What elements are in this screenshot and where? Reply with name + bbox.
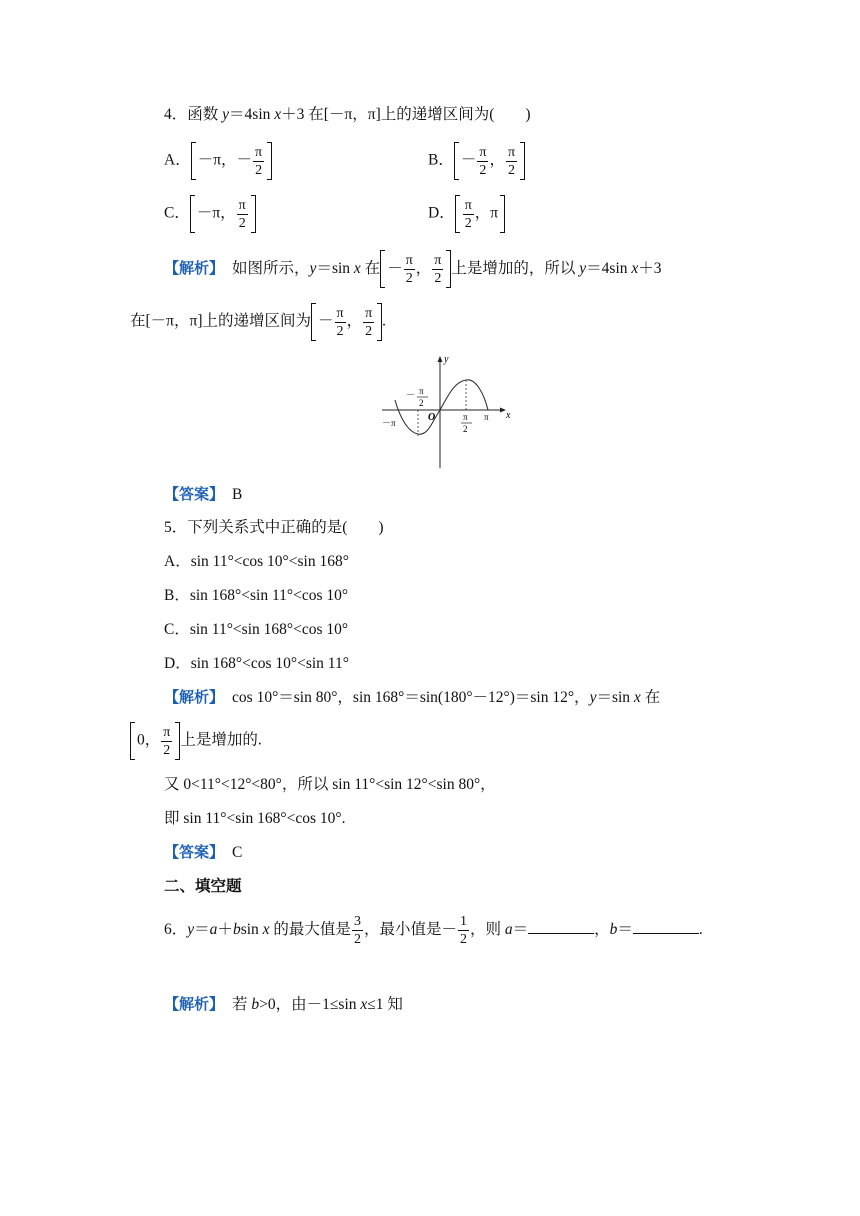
option-text: －π，: [196, 204, 236, 222]
var-y: y: [187, 921, 195, 938]
denominator: 2: [238, 215, 246, 231]
option-text: ，π: [474, 204, 499, 222]
analysis-text: 在[－π，π]上的递增区间为: [130, 312, 311, 330]
var-x: x: [633, 689, 641, 706]
q5-option-d: D．sin 168°<cos 10°<sin 11°: [164, 655, 349, 672]
denominator: 2: [459, 931, 467, 947]
question-number: 4．: [164, 106, 188, 123]
answer-blank-b[interactable]: [633, 919, 699, 934]
stem-text: ＋3 在[－π，π]上的递增区间为( ): [281, 106, 531, 123]
question-5-stem: [164, 518, 384, 538]
answer-tag: 【答案】: [164, 485, 217, 503]
stem-text: ＝: [512, 921, 529, 938]
numerator: π: [336, 305, 344, 321]
fraction: [432, 252, 443, 287]
neg-pi-label: －π: [382, 418, 396, 428]
numerator: π: [365, 305, 373, 321]
analysis-text: ＝4sin: [586, 260, 632, 277]
numerator: π: [434, 252, 442, 268]
var-x: x: [360, 996, 368, 1013]
analysis-tag: 【解析】: [164, 688, 217, 706]
var-y: y: [589, 689, 597, 706]
bracket-right: [267, 142, 272, 180]
var-y: y: [309, 260, 317, 277]
answer-5: [164, 842, 242, 863]
analysis-text: 0，: [137, 731, 161, 749]
stem-text: sin: [240, 921, 263, 938]
var-x: x: [274, 106, 282, 123]
analysis-5-line-1: [164, 687, 660, 708]
fraction: [161, 724, 172, 759]
bracket-left: [380, 250, 385, 288]
analysis-text: ＝sin: [596, 689, 634, 706]
analysis-text: 若: [232, 996, 252, 1013]
numerator: π: [238, 197, 246, 213]
option-label: A．: [164, 151, 191, 169]
answer-4: [164, 484, 242, 505]
stem-text: ，: [594, 921, 610, 938]
x-axis-label: x: [506, 410, 511, 421]
y-axis-label: y: [444, 354, 449, 365]
analysis-4-line-2: [130, 303, 386, 341]
numerator: π: [479, 144, 487, 160]
analysis-text: ，: [415, 260, 432, 277]
analysis-text: >0，由－1≤sin: [259, 996, 361, 1013]
analysis-4-line-1: [164, 250, 662, 288]
analysis-tag: 【解析】: [164, 995, 217, 1013]
answer-tag: 【答案】: [164, 843, 217, 861]
y-axis-arrow: [438, 356, 443, 362]
question-number: 6．: [164, 921, 188, 938]
analysis-tag: 【解析】: [164, 259, 217, 277]
stem-text: .: [698, 921, 703, 938]
fraction: [335, 305, 346, 340]
fraction: [463, 197, 474, 232]
neg-half-pi-num: π: [419, 386, 424, 396]
stem-text: 的最大值是: [269, 921, 351, 938]
var-y: y: [222, 106, 230, 123]
numerator: π: [507, 144, 516, 160]
numerator: π: [255, 144, 263, 160]
analysis-text: －: [387, 260, 403, 277]
fraction-min: [458, 913, 469, 948]
var-b: b: [251, 996, 260, 1013]
option-label: C．: [164, 204, 190, 222]
fraction-max: [352, 913, 363, 948]
var-y: y: [579, 260, 587, 277]
option-label: D．: [428, 204, 455, 222]
option-label: B．: [428, 151, 454, 169]
denominator: 2: [479, 162, 487, 178]
question-4-stem: [164, 105, 531, 125]
var-x: x: [353, 260, 361, 277]
sine-graph: [380, 352, 520, 472]
stem-text: 下列关系式中正确的是( ): [187, 519, 384, 536]
analysis-text: ＋3: [638, 260, 662, 277]
numerator: π: [464, 197, 472, 213]
analysis-text: .: [382, 312, 387, 330]
stem-text: ＝4sin: [229, 106, 275, 123]
fraction: [477, 144, 488, 179]
analysis-text: 上是增加的，所以: [451, 260, 580, 277]
fraction: [506, 144, 517, 179]
numerator: 1: [459, 913, 467, 929]
question-number: 5．: [164, 519, 188, 536]
bracket-left: [190, 195, 195, 233]
origin-label: O: [428, 412, 436, 423]
bracket-left: [191, 142, 196, 180]
option-text: －: [236, 151, 253, 169]
option-b: [428, 142, 525, 180]
stem-text: ，则: [469, 921, 505, 938]
var-x: x: [262, 921, 270, 938]
numerator: π: [405, 252, 413, 268]
denominator: 2: [163, 742, 171, 758]
numerator: 3: [353, 913, 361, 929]
stem-text: ＝: [617, 921, 633, 938]
bracket-right: [520, 142, 525, 180]
analysis-5-line-4: 即 sin 11°<sin 168°<cos 10°.: [164, 810, 346, 827]
bracket-right: [251, 195, 256, 233]
stem-text: ＝: [194, 921, 210, 938]
stem-text: ＋: [217, 921, 233, 938]
answer-value: C: [232, 844, 243, 861]
analysis-text: ≤1 知: [367, 996, 403, 1013]
option-c: [164, 195, 256, 233]
denominator: 2: [353, 931, 361, 947]
stem-text: 函数: [187, 106, 219, 123]
bracket-left: [311, 303, 316, 341]
analysis-6-line-1: [164, 994, 403, 1015]
analysis-text: －: [317, 312, 334, 330]
denominator: 2: [464, 215, 472, 231]
denominator: 2: [507, 162, 515, 178]
var-a: a: [504, 921, 513, 938]
neg-half-pi-sign: －: [406, 390, 416, 400]
fraction: [363, 305, 374, 340]
analysis-5-line-2: [130, 722, 262, 760]
bracket-left: [454, 142, 459, 180]
section-title: 二、填空题: [164, 877, 242, 895]
half-pi-den: 2: [463, 424, 468, 434]
var-b: b: [609, 921, 618, 938]
fraction: [253, 144, 264, 179]
question-6-stem: [164, 910, 703, 950]
half-pi-num: π: [463, 412, 468, 422]
bracket-right: [500, 195, 505, 233]
var-a: a: [209, 921, 218, 938]
pi-label: π: [484, 412, 489, 422]
q5-option-c: C．sin 11°<sin 168°<cos 10°: [164, 621, 349, 638]
analysis-text: ＝sin: [316, 260, 354, 277]
denominator: 2: [434, 270, 442, 286]
option-text: －: [460, 151, 477, 169]
analysis-text: 上是增加的.: [180, 731, 262, 749]
q5-option-b: B．sin 168°<sin 11°<cos 10°: [164, 587, 349, 604]
analysis-text: 如图所示，: [232, 260, 310, 277]
analysis-text: ，: [346, 312, 363, 330]
fraction: [404, 252, 415, 287]
option-a: [164, 142, 272, 180]
denominator: 2: [365, 323, 373, 339]
option-text: ，: [489, 151, 505, 169]
analysis-text: 在: [640, 689, 661, 706]
bracket-left: [455, 195, 460, 233]
fraction: [237, 197, 248, 232]
denominator: 2: [405, 270, 413, 286]
option-text: －π，: [197, 151, 237, 169]
var-x: x: [631, 260, 639, 277]
analysis-text: cos 10°＝sin 80°，sin 168°＝sin(180°－12°)＝sin 12°，: [232, 689, 590, 706]
denominator: 2: [255, 162, 263, 178]
denominator: 2: [336, 323, 344, 339]
neg-half-pi-den: 2: [419, 398, 424, 408]
analysis-5-line-3: 又 0<11°<12°<80°，所以 sin 11°<sin 12°<sin 80°，: [164, 776, 496, 793]
var-b: b: [232, 921, 241, 938]
analysis-text: 在: [360, 260, 381, 277]
sine-curve: [395, 380, 488, 434]
q5-option-a: A．sin 11°<cos 10°<sin 168°: [164, 553, 349, 570]
stem-text: ，最小值是－: [363, 921, 457, 938]
bracket-left: [130, 722, 135, 760]
answer-value: B: [232, 486, 243, 503]
numerator: π: [163, 724, 171, 740]
option-d: [428, 195, 505, 233]
answer-blank-a[interactable]: [528, 919, 594, 934]
